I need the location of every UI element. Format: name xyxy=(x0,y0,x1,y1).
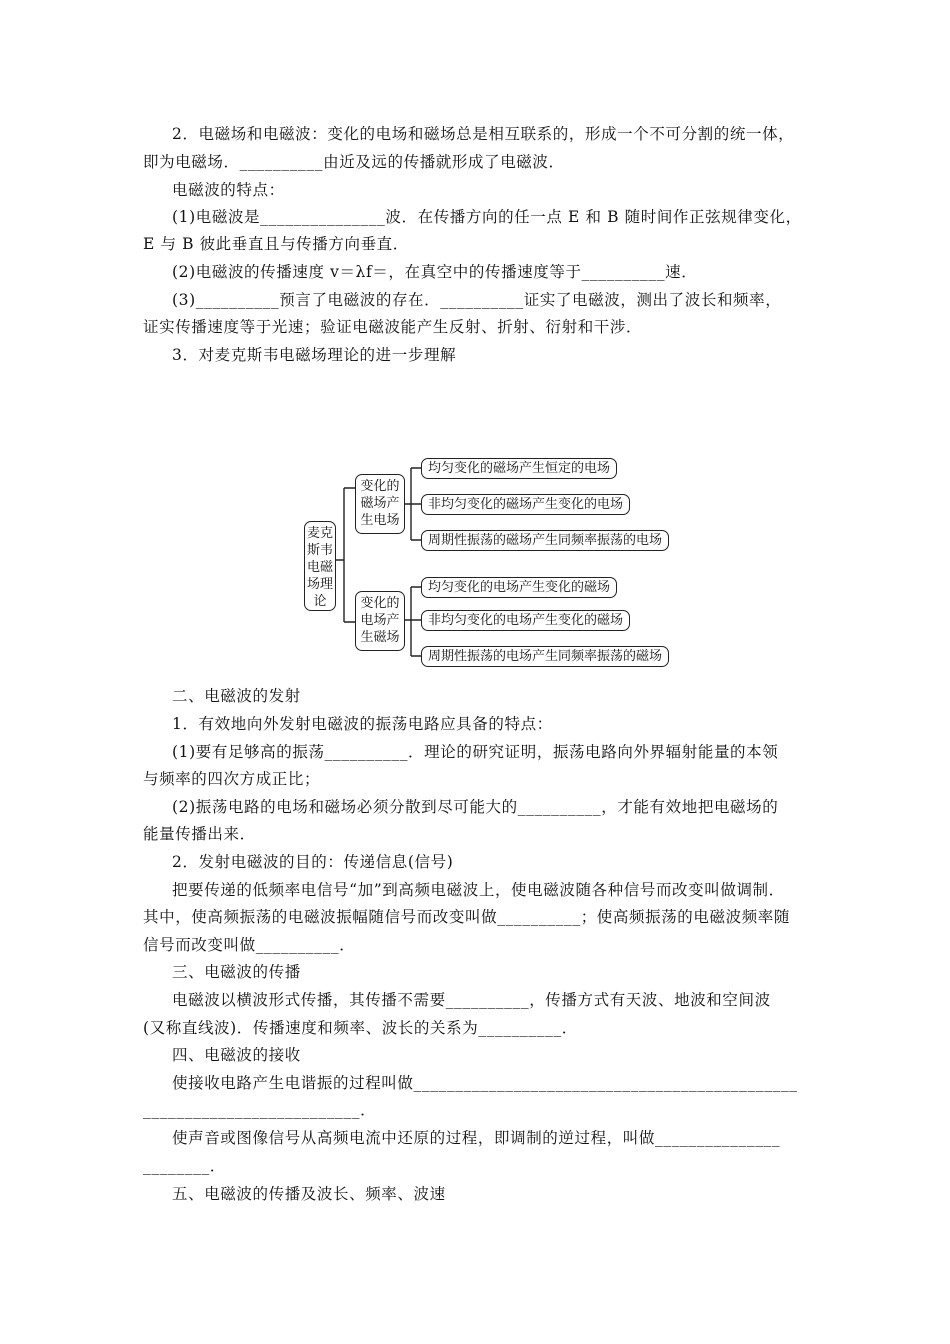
branch-node-magnetic xyxy=(355,474,405,534)
leaf-node: 周期性振荡的磁场产生同频率振荡的电场 xyxy=(421,530,669,551)
root-node xyxy=(304,521,336,611)
root-label: 麦克 斯韦 电磁 场理 论 xyxy=(306,526,333,609)
text-line: 二、电磁波的发射 xyxy=(172,687,301,705)
text-line: 五、电磁波的传播及波长、频率、波速 xyxy=(172,1185,446,1203)
branch-label: 变化的 磁场产 生电场 xyxy=(360,479,400,528)
text-line: ________． xyxy=(143,1157,226,1175)
leaf-node: 非均匀变化的磁场产生变化的电场 xyxy=(421,494,630,515)
text-line: 1．有效地向外发射电磁波的振荡电路应具备的特点： xyxy=(172,715,553,733)
text-line: 使声音或图像信号从高频电流中还原的过程，即调制的逆过程，叫做_______________ xyxy=(172,1129,781,1147)
branch-label: 变化的 电场产 生磁场 xyxy=(360,596,400,645)
leaf-node: 周期性振荡的电场产生同频率振荡的磁场 xyxy=(421,646,669,667)
text-line: (2)振荡电路的电场和磁场必须分散到尽可能大的__________，才能有效地把电磁场的 xyxy=(172,798,779,816)
text-line: __________________________． xyxy=(143,1101,377,1119)
text-line: (1)要有足够高的振荡__________．理论的研究证明，振荡电路向外界辐射能量的本领 xyxy=(172,743,779,761)
text-line: 电磁波以横波形式传播，其传播不需要__________，传播方式有天波、地波和空间波 xyxy=(172,991,771,1009)
text-line: (3)__________预言了电磁波的存在．__________证实了电磁波，测出了波长和频率， xyxy=(172,291,782,309)
text-line: 证实传播速度等于光速；验证电磁波能产生反射、折射、衍射和干涉． xyxy=(143,318,643,336)
text-line: 使接收电路产生电谐振的过程叫做______________________________________________ xyxy=(172,1074,798,1092)
text-line: 四、电磁波的接收 xyxy=(172,1046,301,1064)
leaf-node: 非均匀变化的电场产生变化的磁场 xyxy=(421,610,630,631)
text-line: E 与 B 彼此垂直且与传播方向垂直． xyxy=(143,235,409,253)
text-line: 3．对麦克斯韦电磁场理论的进一步理解 xyxy=(172,346,457,364)
text-line: 电磁波的特点： xyxy=(172,181,285,199)
text-line: (1)电磁波是_______________波．在传播方向的任一点 E 和 B 随时间作正弦规律变化， xyxy=(172,208,802,226)
text-line: (又称直线波)．传播速度和频率、波长的关系为__________． xyxy=(143,1019,578,1037)
leaf-node: 均匀变化的电场产生变化的磁场 xyxy=(421,577,617,598)
text-line: 即为电磁场．__________由近及远的传播就形成了电磁波． xyxy=(143,153,565,171)
text-line: 三、电磁波的传播 xyxy=(172,963,301,981)
text-line: 把要传递的低频率电信号“加”到高频电磁波上，使电磁波随各种信号而改变叫做调制． xyxy=(172,881,785,899)
text-line: 能量传播出来． xyxy=(143,825,256,843)
text-line: (2)电磁波的传播速度 v＝λf＝，在真空中的传播速度等于__________速． xyxy=(172,263,698,281)
leaf-node: 均匀变化的磁场产生恒定的电场 xyxy=(421,458,617,479)
text-line: 信号而改变叫做__________． xyxy=(143,936,356,954)
text-line: 其中，使高频振荡的电磁波振幅随信号而改变叫做__________；使高频振荡的电磁波频率随 xyxy=(143,908,791,926)
text-line: 2．发射电磁波的目的：传递信息(信号) xyxy=(172,853,454,871)
branch-node-electric xyxy=(355,591,405,651)
text-line: 2．电磁场和电磁波：变化的电场和磁场总是相互联系的，形成一个不可分割的统一体， xyxy=(172,125,795,143)
text-line: 与频率的四次方成正比； xyxy=(143,770,321,788)
